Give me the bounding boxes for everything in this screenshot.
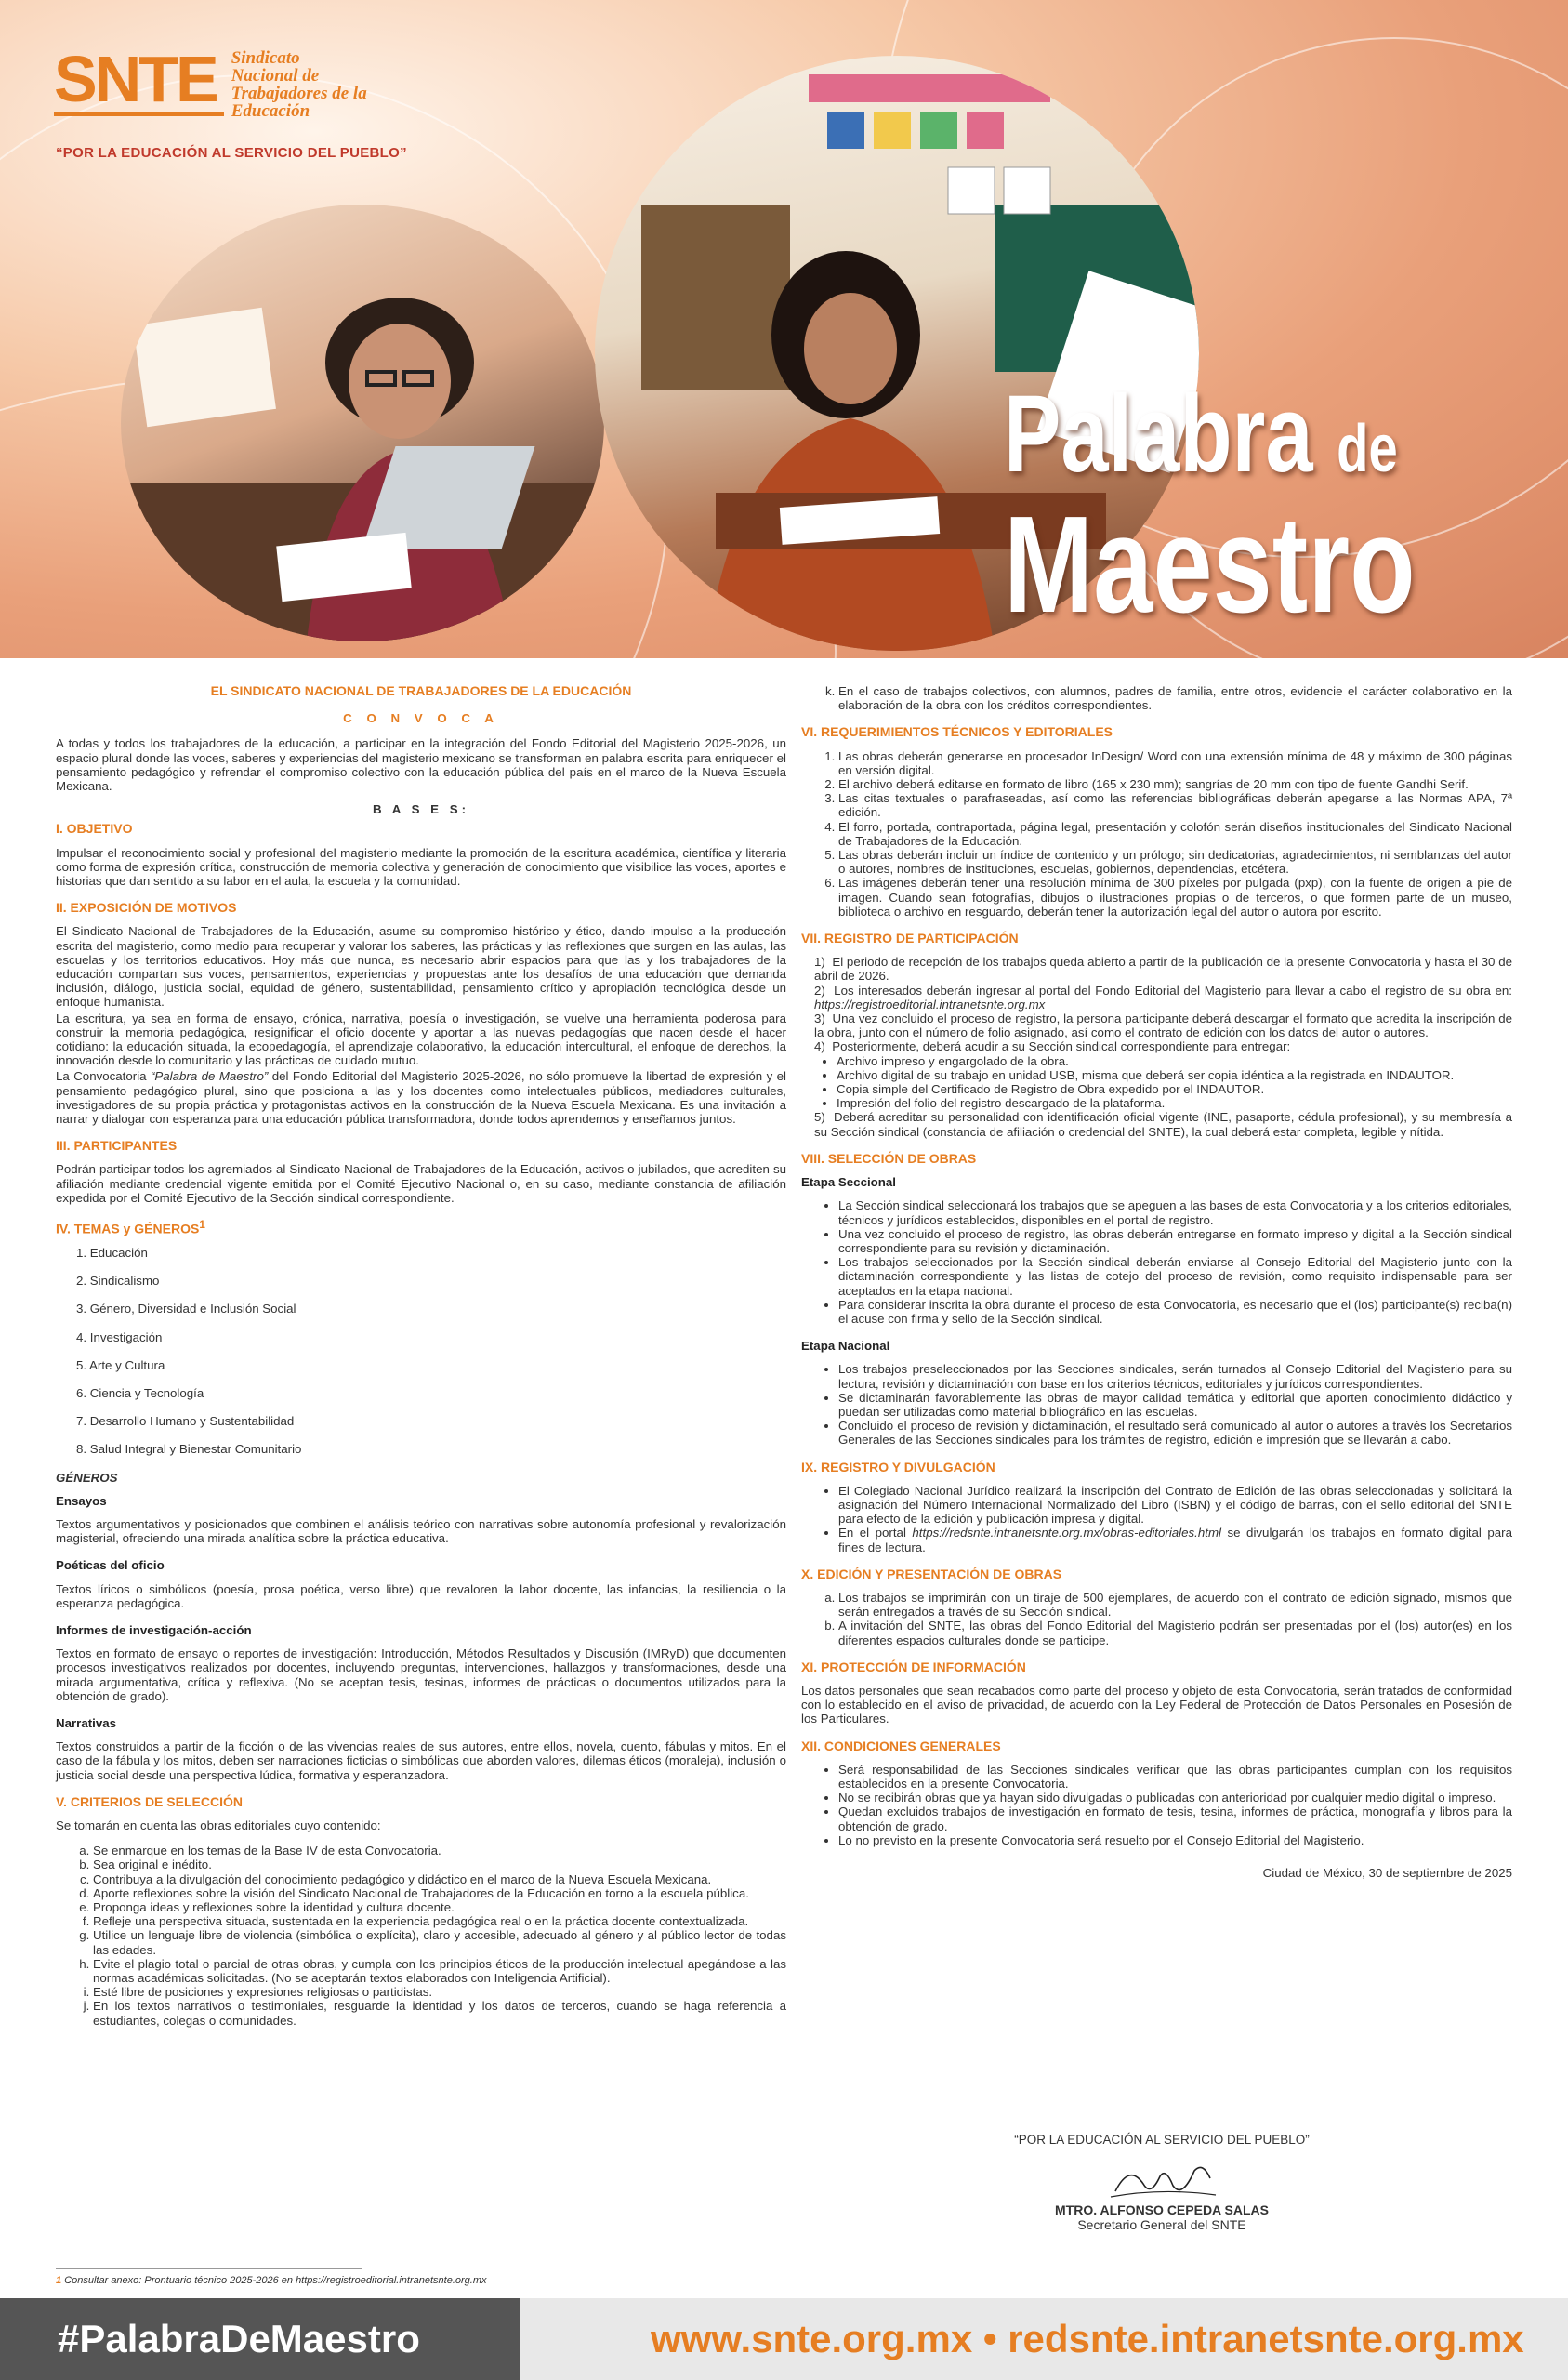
text-span: La Convocatoria: [56, 1069, 151, 1084]
list-item: d. Aporte reflexiones sobre la visión del Sindicato Nacional de Trabajadores de la Educación en torno a la escuela pública.: [93, 1886, 786, 1900]
bases-heading: B A S E S:: [372, 802, 470, 817]
title-line-1: [1004, 373, 1416, 500]
footnote-number: 1: [56, 2275, 62, 2286]
list-item: j. En los textos narrativos o testimoniales, resguarde la identidad y los datos de terceros, cuando se haga referencia a estudiantes, colegas o comunidades.: [93, 1999, 786, 2027]
list-item: 6. Ciencia y Tecnología: [76, 1385, 204, 1400]
snte-logo-text: [231, 49, 367, 120]
section-heading-objetivo: I. OBJETIVO: [56, 821, 133, 837]
etapa-nacional-list: [838, 1362, 1512, 1447]
text-span: se divulgarán los trabajos en formato digital para fines de lectura.: [838, 1526, 1512, 1554]
text-span: del Fondo Editorial del Magisterio 2025-2026, no sólo promueve la libertad de expresión y el pensamiento pedagógico plural, sino que posiciona a las y los docentes como intelectuales públicos, mediadores culturales, investigadores de su propia práctica y protagonistas activos en la construcción de la Nueva Escuela Mexicana. Es una invitación a narrar y dialogar con esperanza para una educación pública transformadora, donde todos aprendemos y enseñamos juntos.: [56, 1069, 786, 1127]
section-heading-proteccion: XI. PROTECCIÓN DE INFORMACIÓN: [801, 1659, 1026, 1674]
footnote: [56, 2268, 487, 2286]
genero-text: Textos en formato de ensayo o reportes de investigación: Introducción, Métodos Resultados y Discusión (IMRyD) que documenten procesos investigativos realizados por docentes, incluyendo preguntas, intervenciones, hallazgos y transformaciones, desde una mirada argumentativa, crítica y reflexiva. (No se aceptan tesis, tesinas, informes de prácticas o documentos utilizados para la obtención de grado).: [56, 1646, 786, 1703]
temas-heading-text: IV. TEMAS y GÉNEROS: [56, 1221, 200, 1236]
list-item: • Quedan excluidos trabajos de investigación en formato de tesis, tesina, informes de práctica, monografía y libros para la obtención de grado.: [838, 1805, 1512, 1832]
text-span: En el portal: [838, 1526, 913, 1540]
list-item: e. Proponga ideas y reflexiones sobre la identidad y cultura docente.: [93, 1900, 786, 1914]
logo-text-line: Educación: [231, 101, 310, 121]
genero-text: Textos construidos a partir de la ficción o de las vivencias reales de sus autores, entre ellos, novela, cuento, fábulas y mitos. En el caso de la fábula y los mitos, deben ser narraciones ficticias o simbólicas que aborden valores, dilemas éticos (moraleja), inclusión o justicia social desde una perspectiva lúdica, formativa y esperanzadora.: [56, 1739, 786, 1782]
text-span: Consultar anexo: Prontuario técnico 2025-2026 en https://registroeditorial.intranetsnte.org.mx: [61, 2275, 487, 2286]
list-item: • Se dictaminarán favorablemente las obras de mayor calidad temática y editorial que aporten conocimiento didáctico y puedan ser utilizadas como material bibliográfico en las escuelas.: [838, 1391, 1512, 1419]
list-item: • No se recibirán obras que ya hayan sido divulgadas o publicadas con anterioridad por cualquier medio digital o impreso.: [838, 1791, 1512, 1805]
header-motto: “POR LA EDUCACIÓN AL SERVICIO DEL PUEBLO”: [56, 145, 407, 161]
list-item: • Los trabajos seleccionados por la Sección sindical deberán enviarse al Consejo Editorial del Magisterio junto con la dictaminación correspondiente y las listas de cotejo del proceso de revisión, como requisito indispensable para ser aceptados en la etapa nacional.: [838, 1255, 1512, 1298]
registro-list: [814, 955, 1512, 1139]
entrega-sublist: [837, 1054, 1512, 1111]
list-item: 2) Los interesados deberán ingresar al portal del Fondo Editorial del Magisterio para llevar a cabo el registro de su obra en: https://registroeditorial.intranetsnte.org.mx: [814, 983, 1512, 1012]
list-item: f. Refleje una perspectiva situada, sustentada en la experiencia pedagógica real o en la práctica docente contextualizada.: [93, 1914, 786, 1928]
genero-title: Poéticas del oficio: [56, 1558, 165, 1573]
list-item: 1. Educación: [76, 1245, 148, 1260]
generos-heading: GÉNEROS: [56, 1470, 118, 1485]
list-item: • Una vez concluido el proceso de registro, las obras deberán entregarse en formato impreso y digital a la Sección sindical correspondiente para su revisión y dictaminación.: [838, 1227, 1512, 1255]
registro-url-link[interactable]: https://registroeditorial.intranetsnte.org.mx: [814, 997, 1046, 1012]
text-span: Una vez concluido el proceso de registro, la persona participante deberá descargar el formato que acredita la inscripción de la obra, junto con el número de folio asignado, así como el contrato de edición con los datos del autor o autores.: [814, 1012, 1512, 1040]
proteccion-text: Los datos personales que sean recabados como parte del proceso y objeto de esta Convocatoria, serán tratados de conformidad con lo establecido en el aviso de privacidad, de acuerdo con la Ley Federal de Protección de Datos Personales en Posesión de los Particulares.: [801, 1683, 1512, 1726]
issuer-heading: EL SINDICATO NACIONAL DE TRABAJADORES DE LA EDUCACIÓN: [210, 683, 632, 698]
list-item: 1. Las obras deberán generarse en procesador InDesign/ Word con una extensión mínima de 48 y máximo de 300 páginas en versión digital.: [838, 749, 1512, 777]
list-item: 2. Sindicalismo: [76, 1274, 160, 1289]
list-item: 3) Una vez concluido el proceso de registro, la persona participante deberá descargar el formato que acredita la inscripción de la obra, junto con el número de folio asignado, así como el contrato de edición con los datos del autor o autores.: [814, 1012, 1512, 1040]
obras-url-link[interactable]: https://redsnte.intranetsnte.org.mx/obras-editoriales.html: [912, 1526, 1221, 1540]
text-span: El periodo de recepción de los trabajos queda abierto a partir de la publicación de la presente Convocatoria y hasta el 30 de abril de 2026.: [814, 955, 1512, 984]
place-date: Ciudad de México, 30 de septiembre de 2025: [1262, 1866, 1512, 1881]
motivos-paragraph: La escritura, ya sea en forma de ensayo, crónica, narrativa, poesía o investigación, se vuelve una herramienta poderosa para construir la memoria pedagógica, resignificar el oficio docente y aportar a las nuevas pedagogías que nacen desde el hacer cotidiano: la educación situada, la ecopedagogía, el aprendizaje colaborativo, la educación intercultural, el enfoque de derechos, la innovación desde lo comunitario y las prácticas de cuidado mutuo.: [56, 1011, 786, 1068]
list-item: [838, 1526, 1512, 1554]
list-item: • Para considerar inscrita la obra durante el proceso de esta Convocatoria, es necesario que el (los) participante(s) reciba(n) el acuse con firma y sello de la Sección sindical.: [838, 1298, 1512, 1326]
bottom-bar: [0, 2298, 1568, 2380]
list-item: 6. Las imágenes deberán tener una resolución mínima de 300 píxeles por pulgada (pxp), con la fuente de origen a pie de imagen. Cuando sean fotografías, dibujos o ilustraciones propias o de terceros, o que formen parte de un museo, biblioteca o archivo en resguardo, deberán tener la autorización legal del autor o autora por escrito.: [838, 876, 1512, 919]
logo-text-line: Sindicato: [231, 48, 300, 68]
etapa-nacional-heading: Etapa Nacional: [801, 1339, 890, 1354]
list-item: 4) Posteriormente, deberá acudir a su Sección sindical correspondiente para entregar: • Archivo impreso y engargolado de la obra. • Archivo digital de su trabajo en unidad USB, misma que deberá ser copia idéntica a la registrada en INDAUTOR. • Copia simple del Certificado de Registro de Obra expedido por el INDAUTOR. • Impresión del folio del registro descargado de la plataforma.: [814, 1039, 1512, 1110]
section-heading-requerimientos: VI. REQUERIMIENTOS TÉCNICOS Y EDITORIALES: [801, 724, 1113, 740]
temas-list: [76, 1246, 786, 1457]
website-links[interactable]: www.snte.org.mx • redsnte.intranetsnte.org.mx: [520, 2298, 1568, 2380]
list-item: • Archivo impreso y engargolado de la obra.: [837, 1054, 1512, 1068]
etapa-seccional-heading: Etapa Seccional: [801, 1175, 896, 1190]
title-line-2: Maestro: [1004, 488, 1416, 641]
hero-banner: [0, 0, 1568, 658]
section-heading-temas: [56, 1218, 786, 1236]
list-item: 8. Salud Integral y Bienestar Comunitario: [76, 1442, 302, 1457]
genero-text: Textos líricos o simbólicos (poesía, prosa poética, verso libre) que revaloren la labor docente, las infancias, la resiliencia o la esperanza pedagógica.: [56, 1581, 786, 1610]
list-item: h. Evite el plagio total o parcial de otras obras, y cumpla con los principios éticos de la producción intelectual apegándose a las normas académicas solicitadas. (No se aceptarán textos elaborados con Inteligencia Artificial).: [93, 1957, 786, 1985]
left-column: [56, 684, 786, 2028]
signer-title: Secretario General del SNTE: [1077, 2217, 1246, 2232]
list-item: b. Sea original e inédito.: [93, 1858, 786, 1871]
list-item: 3. Las citas textuales o parafraseadas, así como las referencias bibliográficas deberán apegarse a las Normas APA, 7ª edición.: [838, 791, 1512, 819]
requerimientos-list: [838, 749, 1512, 919]
list-item: 4. Investigación: [76, 1329, 163, 1344]
list-item: c. Contribuya a la divulgación del conocimiento pedagógico y didáctico en el marco de la Nueva Escuela Mexicana.: [93, 1872, 786, 1886]
criterios-list: [93, 1844, 786, 2028]
list-item: 2. El archivo deberá editarse en formato de libro (165 x 230 mm); sangrías de 20 mm con tipo de fuente Gandhi Serif.: [838, 777, 1512, 791]
title-word-de: de: [1337, 412, 1398, 486]
teacher-man-illustration: [121, 205, 604, 641]
section-heading-divulgacion: IX. REGISTRO Y DIVULGACIÓN: [801, 1459, 995, 1474]
genero-title: Ensayos: [56, 1493, 107, 1508]
footnote-marker: 1: [199, 1219, 205, 1232]
section-heading-edicion: X. EDICIÓN Y PRESENTACIÓN DE OBRAS: [801, 1566, 1062, 1581]
list-item: • Impresión del folio del registro descargado de la plataforma.: [837, 1096, 1512, 1110]
list-item: 1) El periodo de recepción de los trabajos queda abierto a partir de la publicación de la presente Convocatoria y hasta el 30 de abril de 2026.: [814, 955, 1512, 984]
logo-text-line: Nacional de: [231, 66, 320, 86]
list-item: a. Los trabajos se imprimirán con un tiraje de 500 ejemplares, de acuerdo con el contrato de edición signado, mismos que serán entregados a través de su Sección sindical.: [838, 1591, 1512, 1619]
title-reference: “Palabra de Maestro”: [150, 1069, 269, 1084]
list-item: 5. Arte y Cultura: [76, 1357, 165, 1372]
convoca-heading: C O N V O C A: [343, 711, 499, 726]
text-span: Deberá acreditar su personalidad con identificación oficial vigente (INE, pasaporte, cédula profesional), y su membresía a su Sección sindical (constancia de afiliación o credencial del SNTE), la cual deberá estar completa, legible y nítida.: [814, 1110, 1512, 1139]
text-span: Posteriormente, deberá acudir a su Sección sindical correspondiente para entregar:: [832, 1039, 1291, 1054]
teacher-man-photo: [121, 205, 604, 641]
handwritten-signature: [1106, 2160, 1218, 2202]
section-heading-seleccion: VIII. SELECCIÓN DE OBRAS: [801, 1150, 977, 1166]
list-item: • Archivo digital de su trabajo en unidad USB, misma que deberá ser copia idéntica a la registrada en INDAUTOR.: [837, 1068, 1512, 1082]
list-item: • Lo no previsto en la presente Convocatoria será resuelto por el Consejo Editorial del Magisterio.: [838, 1833, 1512, 1847]
text-span: Los interesados deberán ingresar al portal del Fondo Editorial del Magisterio para llevar a cabo el registro de su obra en:: [834, 983, 1512, 998]
criterios-intro: Se tomarán en cuenta las obras editoriales cuyo contenido:: [56, 1818, 381, 1833]
closing-motto: “POR LA EDUCACIÓN AL SERVICIO DEL PUEBLO”: [1014, 2133, 1310, 2147]
list-item: b. A invitación del SNTE, las obras del Fondo Editorial del Magisterio podrán ser presentadas por el (los) autor(es) en los diferentes espacios culturales donde se participe.: [838, 1619, 1512, 1646]
list-item: • La Sección sindical seleccionará los trabajos que se apeguen a las bases de esta Convocatoria y a los criterios editoriales, técnicos y jurídicos establecidos, disponibles en el portal de registro.: [838, 1198, 1512, 1226]
divulgacion-list: [838, 1484, 1512, 1554]
motivos-paragraph: El Sindicato Nacional de Trabajadores de la Educación, asume su compromiso histórico y ético, dando impulso a la producción escrita del magisterio, como medio para recuperar y valorar los saberes, las prácticas y las reflexiones que surgen en las aulas, las escuelas y los territorios educativos. Hoy más que nunca, es necesario abrir espacios para que las y los trabajadores de la educación compartan sus voces, pensamientos, experiencias y propuestas ante los desafíos de una educación que demanda inclusión, diálogo, justicia social, equidad de género, sustentabilidad, pensamiento crítico y apropiación tecnológica desde un enfoque humanista.: [56, 924, 786, 1010]
etapa-seccional-list: [838, 1198, 1512, 1326]
intro-paragraph: A todas y todos los trabajadores de la educación, a participar en la integración del Fondo Editorial del Magisterio 2025-2026, un espacio plural donde las voces, saberes y experiencias del magisterio mexicano se transforman en palabra escrita para enriquecer el pensamiento pedagógico y refrendar el compromiso colectivo con la educación pública del país en el marco de la Nueva Escuela Mexicana.: [56, 736, 786, 794]
right-column: [801, 684, 1512, 1880]
list-item: • Será responsabilidad de las Secciones sindicales verificar que las obras participantes cumplan con los requisitos establecidos en la presente Convocatoria.: [838, 1763, 1512, 1791]
poster-title: [1004, 373, 1416, 641]
hashtag: #PalabraDeMaestro: [0, 2298, 520, 2380]
edicion-list: [838, 1591, 1512, 1647]
section-heading-condiciones: XII. CONDICIONES GENERALES: [801, 1738, 1001, 1753]
criterios-list-continued: [838, 684, 1512, 712]
section-heading-motivos: II. EXPOSICIÓN DE MOTIVOS: [56, 900, 237, 916]
signature-block: [929, 2133, 1394, 2232]
list-item: • El Colegiado Nacional Jurídico realizará la inscripción del Contrato de Edición de las obras seleccionadas y solicitará la asignación del Número Internacional Normalizado del Libro (ISBN) y el código de barras, con el sello editorial del SNTE para efecto de la edición y publicación impresa y digital.: [838, 1484, 1512, 1527]
genero-title: Informes de investigación-acción: [56, 1623, 252, 1637]
section-heading-criterios: V. CRITERIOS DE SELECCIÓN: [56, 1793, 243, 1809]
list-item: g. Utilice un lenguaje libre de violencia (simbólica o explícita), claro y accesible, adecuado al género y al público lector de todas las edades.: [93, 1928, 786, 1956]
section-heading-registro: VII. REGISTRO DE PARTICIPACIÓN: [801, 931, 1019, 946]
title-word-palabra: Palabra: [1004, 373, 1313, 496]
list-item: 3. Género, Diversidad e Inclusión Social: [76, 1302, 296, 1316]
snte-logo: [54, 43, 367, 121]
condiciones-list: [838, 1763, 1512, 1847]
list-item: i. Esté libre de posiciones y expresiones religiosas o partidistas.: [93, 1985, 786, 1999]
list-item: • Los trabajos preseleccionados por las Secciones sindicales, serán turnados al Consejo Editorial del Magisterio para su lectura, revisión y dictaminación con base en los criterios técnicos, editoriales y jurídicos correspondientes.: [838, 1362, 1512, 1390]
section-heading-participantes: III. PARTICIPANTES: [56, 1138, 178, 1154]
snte-logo-mark: SNTE: [54, 46, 224, 116]
footnote-text: [56, 2275, 487, 2286]
list-item: a. Se enmarque en los temas de la Base IV de esta Convocatoria.: [93, 1844, 786, 1858]
list-item: 4. El forro, portada, contraportada, página legal, presentación y colofón serán diseños institucionales del Sindicato Nacional de Trabajadores de la Educación.: [838, 820, 1512, 848]
list-item: • Copia simple del Certificado de Registro de Obra expedido por el INDAUTOR.: [837, 1082, 1512, 1096]
signer-name: MTRO. ALFONSO CEPEDA SALAS: [1055, 2202, 1269, 2217]
list-item: 7. Desarrollo Humano y Sustentabilidad: [76, 1414, 295, 1429]
motivos-paragraph: [56, 1069, 786, 1126]
genero-title: Narrativas: [56, 1716, 117, 1731]
participantes-text: Podrán participar todos los agremiados al Sindicato Nacional de Trabajadores de la Educación, activos o jubilados, que acrediten su afiliación mediante credencial vigente emitida por el Comité Ejecutivo Nacional o, en su caso, mediante constancia de afiliación expedida por el Comité Ejecutivo de la Sección sindical correspondiente.: [56, 1162, 786, 1205]
list-item: k. En el caso de trabajos colectivos, con alumnos, padres de familia, entre otros, evidencie el carácter colaborativo en la elaboración de la obra con los créditos correspondientes.: [838, 684, 1512, 712]
objetivo-text: Impulsar el reconocimiento social y profesional del magisterio mediante la promoción de la escritura académica, científica y literaria como forma de expresión crítica, construcción de memoria colectiva y generación de conocimiento que visibilice las voces, aportes e historias que dan sentido a su labor en el aula, la escuela y la comunidad.: [56, 845, 786, 889]
list-item: • Concluido el proceso de revisión y dictaminación, el resultado será comunicado al autor o autores a través los Secretarios Generales de las Secciones sindicales para los trámites de registro, edición e impresión que se llevarán a cabo.: [838, 1419, 1512, 1447]
logo-text-line: Trabajadores de la: [231, 84, 367, 103]
list-item: 5) Deberá acreditar su personalidad con identificación oficial vigente (INE, pasaporte, cédula profesional), y su membresía a su Sección sindical (constancia de afiliación o credencial del SNTE), la cual deberá estar completa, legible y nítida.: [814, 1110, 1512, 1139]
list-item: 5. Las obras deberán incluir un índice de contenido y un prólogo; sin dedicatorias, agradecimientos, ni semblanzas del autor o autores, nombres de instituciones, escuelas, gobiernos, dependencias, etcétera.: [838, 848, 1512, 876]
genero-text: Textos argumentativos y posicionados que combinen el análisis teórico con narrativas sobre autonomía profesional y revalorización magisterial, ofreciendo una mirada analítica sobre la práctica educativa.: [56, 1516, 786, 1546]
